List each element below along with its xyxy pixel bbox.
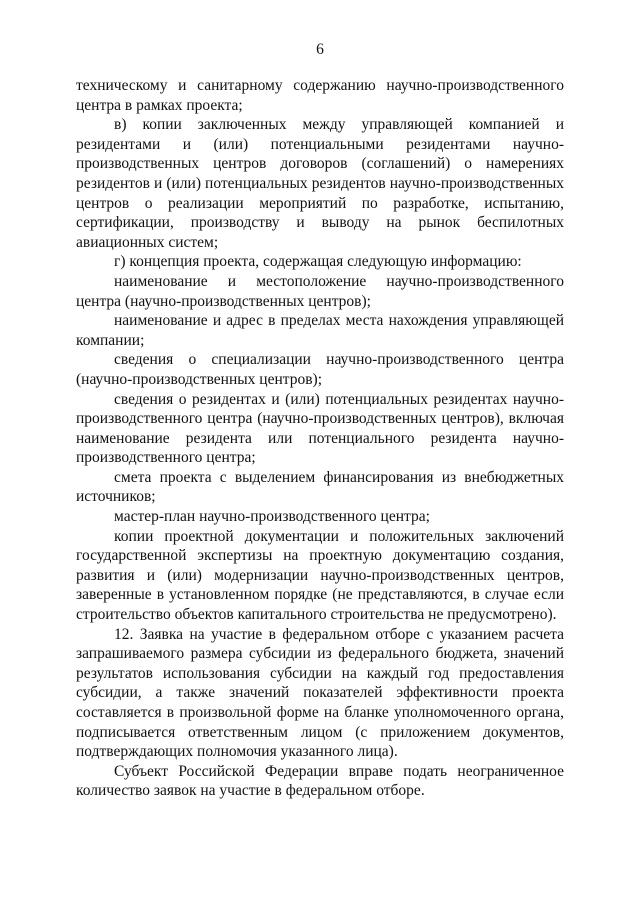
paragraph-concept-name-location: наименование и местоположение научно-производственного центра (научно-производственных центров); [76,272,564,310]
paragraph-concept-project-docs: копии проектной документации и положительных заключений государственной экспертизы на проектную документацию создания, развития и (или) модернизации научно-производственных центров, заверенные в установленном порядке (не представляются, в случае если строительство объектов капитального строительства не предусмотрено). [76,527,564,624]
paragraph-continuation: техническому и санитарному содержанию научно-производственного центра в рамках проекта; [76,77,564,114]
paragraph-clause-12: 12. Заявка на участие в федеральном отборе с указанием расчета запрашиваемого размера субсидии из федерального бюджета, значений результатов использования субсидии на каждый год предоставления субсидии, а также значений показателей эффективности проекта составляется в произвольной форме на бланке уполномоченного органа, подписывается ответственным лицом (с приложением документов, подтверждающих полномочия указанного лица). [76,625,564,761]
page-number: 6 [316,41,324,58]
paragraph-concept-specialization: сведения о специализации научно-производственного центра (научно-производственных центров); [76,351,564,388]
paragraph-concept-company-address: наименование и адрес в пределах места нахождения управляющей компании; [76,312,564,349]
paragraph-concept-master-plan: мастер-план научно-производственного центра; [114,508,430,526]
paragraph-item-v: в) копии заключенных между управляющей компанией и резидентами и (или) потенциальными резидентами научно-производственных центров договоров (соглашений) о намерениях резидентов и (или) потенциальных резидентов научно-производственных центров о реализации мероприятий по разработке, испытанию, сертификации, производству и выводу на рынок беспилотных авиационных систем; [76,116,564,251]
document-body [76,76,564,801]
paragraph-item-g: г) концепция проекта, содержащая следующую информацию: [114,253,522,271]
paragraph-concept-residents: сведения о резидентах и (или) потенциальных резидентах научно-производственного центра (научно-производственных центров), включая наименование резидента или потенциального резидента научно-производственного центра; [76,390,564,467]
paragraph-subject-right: Субъект Российской Федерации вправе подать неограниченное количество заявок на участие в федеральном отборе. [76,762,564,800]
paragraph-concept-estimate: смета проекта с выделением финансирования из внебюджетных источников; [76,468,564,506]
